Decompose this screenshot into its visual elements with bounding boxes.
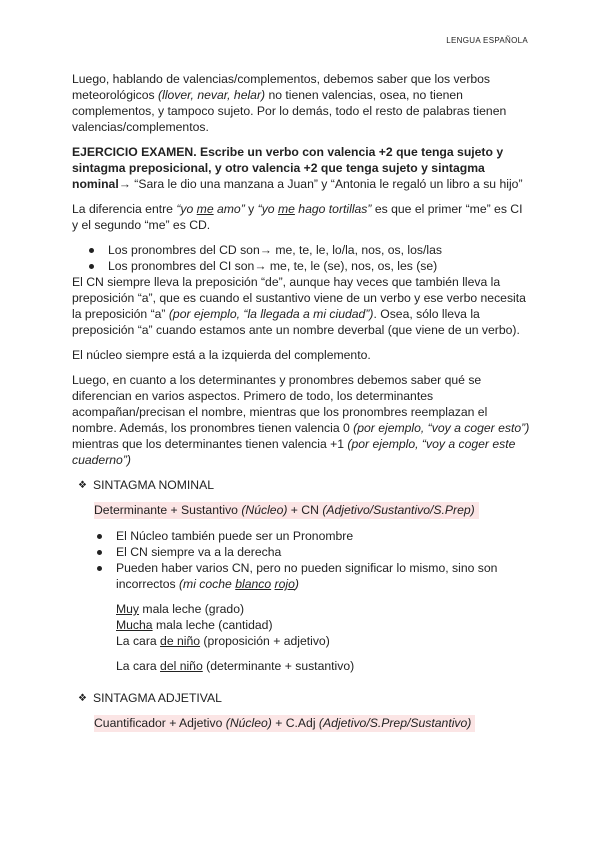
text: es que el primer “me” es CI y el segundo “me” es CD. — [72, 202, 523, 232]
underlined: de niño — [160, 634, 201, 648]
text: + CN — [287, 503, 323, 517]
document-body — [72, 71, 530, 732]
example-italic — [258, 202, 372, 216]
sn-notes-list — [72, 528, 530, 592]
text: La diferencia entre — [72, 202, 177, 216]
highlighted-formula — [94, 502, 479, 519]
text: (Núcleo) — [241, 503, 288, 517]
highlighted-formula — [94, 715, 475, 732]
section-title: SINTAGMA ADJETIVAL — [93, 691, 222, 705]
example-italic: (llover, nevar, helar) — [158, 88, 266, 102]
list-item — [116, 560, 530, 592]
underlined: Mucha — [116, 618, 153, 632]
paragraph-determinantes — [72, 372, 530, 468]
paragraph-cn — [72, 274, 530, 338]
text: Pueden haber varios CN, pero no pueden significar lo mismo, sino son incorrectos — [116, 561, 498, 591]
example-italic — [176, 202, 244, 216]
example-italic: (por ejemplo, “la llegada a mi ciudad”) — [168, 307, 374, 321]
exercise-title: EJERCICIO EXAMEN. Escribe un verbo con valencia +2 que tenga sujeto y sintagma preposicional, y otro valencia +2 que tenga sujeto y sintagma nominal — [72, 145, 504, 191]
text: (determinante + sustantivo) — [202, 659, 355, 673]
example-line — [116, 658, 530, 674]
text: (Adjetivo/S.Prep/Sustantivo) — [318, 716, 472, 730]
diamond-bullet-icon: ❖ — [78, 480, 87, 491]
text: Determinante + Sustantivo — [94, 503, 242, 517]
formula-sa — [72, 715, 530, 732]
text: Cuantificador + Adjetivo — [94, 716, 226, 730]
text: ) — [294, 577, 299, 591]
example-line — [116, 633, 530, 649]
paragraph-verbos-meteorologicos — [72, 71, 530, 135]
underlined: blanco — [235, 577, 272, 591]
underlined: me — [277, 202, 295, 216]
text: La cara — [116, 659, 161, 673]
example-italic: (por ejemplo, “voy a coger este cuaderno”) — [72, 437, 516, 467]
underlined: del niño — [160, 659, 203, 673]
text: hago tortillas” — [294, 202, 372, 216]
pronombres-list — [72, 242, 530, 274]
text: y — [244, 202, 258, 216]
list-item: Los pronombres del CD son→ me, te, le, lo/la, nos, os, los/las — [108, 242, 530, 258]
text: no tienen valencias, osea, no tienen complementos, y tampoco sujeto. Por lo demás, todo el resto de palabras tienen valencias/complementos. — [72, 88, 507, 134]
section-title: SINTAGMA NOMINAL — [93, 478, 214, 492]
example-line — [116, 617, 530, 633]
paragraph-nucleo: El núcleo siempre está a la izquierda del complemento. — [72, 348, 371, 362]
list-item: El CN siempre va a la derecha — [116, 544, 530, 560]
text: mientras que los determinantes tienen valencia +1 — [72, 437, 348, 451]
diamond-bullet-icon: ❖ — [78, 693, 87, 704]
text: (Adjetivo/Sustantivo/S.Prep) — [322, 503, 475, 517]
text: amo” — [213, 202, 245, 216]
text: El CN siempre lleva la preposición “de”, aunque hay veces que también lleva la preposición “a”, que es cuando el sustantivo viene de un verbo y ese verbo necesita la preposición “a” — [72, 275, 526, 321]
formula-sn — [72, 502, 530, 519]
text: Luego, en cuanto a los determinantes y pronombres debemos saber qué se diferencian en varios aspectos. Primero de todo, los determinantes acompañan/precisan el nombre, mientras que los pronombres reemplazan el nombre. Además, los pronombres tienen valencia 0 — [72, 373, 488, 435]
underlined: Muy — [116, 602, 140, 616]
text: + C.Adj — [271, 716, 319, 730]
text: mala leche (cantidad) — [152, 618, 273, 632]
text: mala leche (grado) — [139, 602, 245, 616]
list-item: Los pronombres del CI son→ me, te, le (se), nos, os, les (se) — [108, 258, 530, 274]
example-line — [116, 601, 530, 617]
exercise-answer: → “Sara le dio una manzana a Juan” y “Antonia le regaló un libro a su hijo” — [118, 177, 523, 191]
underlined: rojo — [274, 577, 295, 591]
paragraph-diferencia — [72, 201, 530, 233]
sn-examples — [72, 601, 530, 674]
page-header: LENGUA ESPAÑOLA — [446, 36, 528, 45]
text: . Osea, sólo lleva la preposición “a” cuando estamos ante un nombre deverbal (que viene de un verbo). — [72, 307, 520, 337]
text: Luego, hablando de valencias/complementos, debemos saber que los verbos meteorológicos — [72, 72, 491, 102]
section-sintagma-adjetival — [72, 690, 530, 706]
text: (mi coche — [179, 577, 236, 591]
text: “yo — [176, 202, 197, 216]
section-sintagma-nominal — [72, 477, 530, 493]
list-item: El Núcleo también puede ser un Pronombre — [116, 528, 530, 544]
text: La cara — [116, 634, 161, 648]
example-italic: (por ejemplo, “voy a coger esto”) — [353, 421, 530, 435]
text: (proposición + adjetivo) — [200, 634, 330, 648]
underlined: me — [196, 202, 214, 216]
text: (Núcleo) — [225, 716, 272, 730]
exercise-paragraph — [72, 144, 530, 192]
text: “yo — [257, 202, 278, 216]
example-italic — [179, 577, 299, 591]
